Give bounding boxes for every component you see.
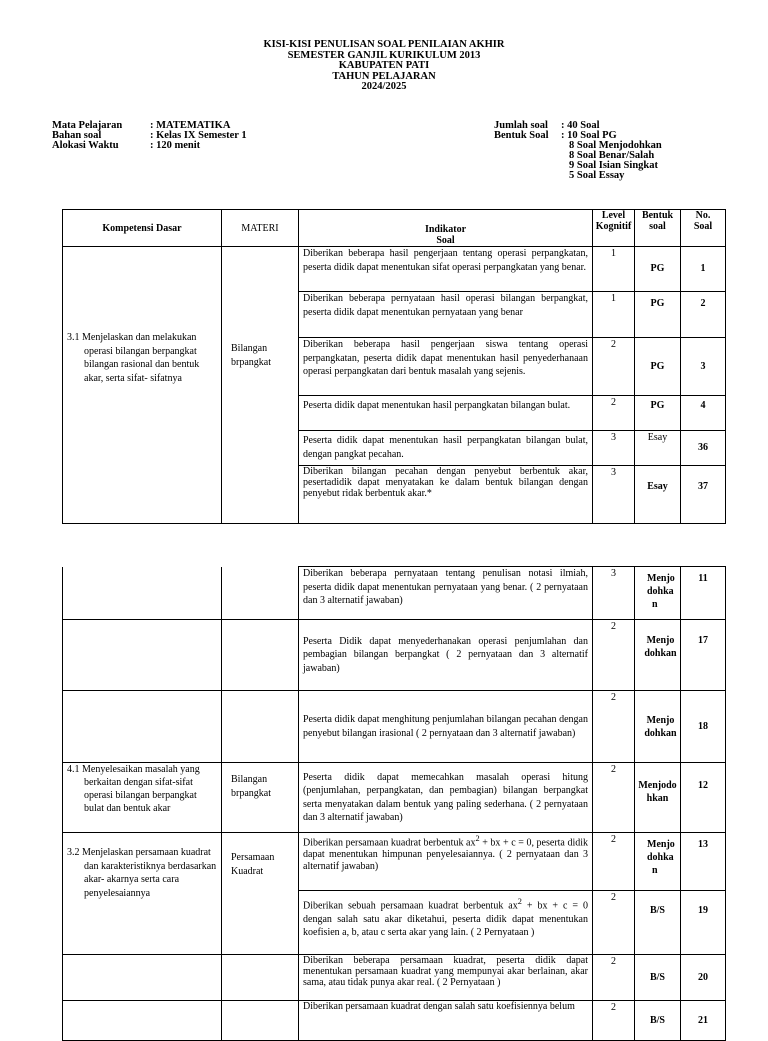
bentuk-cell: Esay	[635, 466, 681, 524]
title-line-2: SEMESTER GANJIL KURIKULUM 2013	[287, 49, 481, 61]
header-materi: MATERI	[222, 210, 299, 247]
kd-cell	[63, 833, 222, 955]
indikator-cell: Diberikan beberapa hasil pengerjaan tentang operasi perpangkatan, peserta didik dapat menentukan sifat operasi perpangkatan yang benar.	[299, 247, 593, 292]
header-no	[681, 210, 726, 247]
indikator-cell	[299, 891, 593, 955]
indikator-cell: Peserta didik dapat menentukan hasil perpangkatan bilangan bulat, dengan pangkat pecahan.	[299, 431, 593, 466]
form-item-5: 5 Soal Essay	[569, 170, 625, 181]
form-item-4: 9 Soal Isian Singkat	[569, 160, 658, 171]
kd-cell-empty	[63, 691, 222, 763]
table-row	[63, 691, 726, 763]
indikator-superscript: 2	[475, 834, 480, 843]
level-cell: 3	[593, 431, 635, 466]
header-indikator-2: Soal	[436, 235, 455, 246]
materi-cell	[222, 763, 299, 833]
header-indikator	[299, 210, 593, 247]
materi-cell-empty	[222, 567, 299, 620]
level-cell: 2	[593, 955, 635, 1001]
kd-cell-empty	[63, 620, 222, 691]
bentuk-cell: PG	[635, 338, 681, 396]
time-label: Alokasi Waktu	[52, 140, 119, 151]
materi-text: Bilangan brpangkat	[231, 774, 271, 799]
level-cell: 3	[593, 466, 635, 524]
no-cell: 13	[681, 833, 726, 891]
indikator-text-b: + bx + c = 0, peserta didik dapat menentukan himpunan penyelesaiannya. ( 2 pernyataan dan 3 alternatif jawaban)	[303, 837, 588, 873]
grid-table-1	[62, 209, 726, 524]
header-bentuk-1: Bentuk	[641, 210, 674, 221]
subject-value: : MATEMATIKA	[150, 120, 231, 131]
title-line-4: TAHUN PELAJARAN	[332, 70, 436, 82]
level-cell: 1	[593, 292, 635, 338]
time-value: : 120 menit	[150, 140, 201, 151]
kd-cell-empty	[63, 1001, 222, 1041]
indikator-cell: Diberikan beberapa hasil pengerjaan siswa tentang operasi perpangkatan, peserta didik dapat menentukan hasil penyederhanaan operasi perpangkatan dari bentuk masalah yang sejenis.	[299, 338, 593, 396]
materi-cell-empty	[222, 1001, 299, 1041]
bentuk-cell: PG	[635, 292, 681, 338]
table-header-row	[63, 210, 726, 247]
materi-text: Bilangan brpangkat	[231, 343, 271, 368]
indikator-cell: Peserta Didik dapat menyederhanakan operasi penjumlahan dan pembagian bilangan berpangkat ( 2 pernyataan dan 3 alternatif jawaban)	[299, 620, 593, 691]
header-no-1: No.	[695, 210, 711, 221]
bentuk-cell: B/S	[635, 891, 681, 955]
indikator-cell: Peserta didik dapat menentukan hasil perpangkatan bilangan bulat.	[299, 396, 593, 431]
level-cell: 2	[593, 691, 635, 763]
indikator-text-a: Diberikan persamaan kuadrat berbentuk ax	[303, 837, 476, 849]
no-cell: 2	[681, 292, 726, 338]
form-item-2: 8 Soal Menjodohkan	[569, 140, 662, 151]
header-no-2: Soal	[693, 221, 713, 232]
bentuk-cell: B/S	[635, 955, 681, 1001]
document-title	[0, 40, 768, 93]
table-row	[63, 763, 726, 833]
title-line-3: KABUPATEN PATI	[338, 60, 430, 71]
table-row	[63, 247, 726, 292]
level-cell: 1	[593, 247, 635, 292]
indikator-superscript: 2	[517, 897, 522, 906]
kd-text: 4.1 Menyelesaikan masalah yang berkaitan dengan sifat-sifat operasi bilangan berpangkat bulat dan bentuk akar	[67, 764, 200, 814]
level-cell: 2	[593, 833, 635, 891]
no-cell: 1	[681, 247, 726, 292]
indikator-text-b: + bx + c = 0 dengan salah satu akar diketahui, peserta didik dapat menentukan koefisien a, b, atau c serta akar yang lain. ( 2 Pernyataan )	[303, 900, 589, 939]
materi-cell-empty	[222, 955, 299, 1001]
kd-cell	[63, 247, 222, 524]
indikator-cell: Diberikan beberapa pernyataan tentang penulisan notasi ilmiah, peserta didik dapat menentukan pernyataan yang benar. ( 2 pernyataan dan 3 alternatif jawaban)	[299, 567, 593, 620]
no-cell: 21	[681, 1001, 726, 1041]
table-row	[63, 833, 726, 891]
materi-cell	[222, 247, 299, 524]
count-value: : 40 Soal	[561, 120, 600, 131]
bentuk-cell: Menjo dohkan	[635, 620, 681, 691]
bentuk-cell: Menjo dohka n	[635, 567, 681, 620]
bentuk-cell: Menjodo hkan	[635, 763, 681, 833]
level-cell: 2	[593, 763, 635, 833]
no-cell: 12	[681, 763, 726, 833]
table-row	[63, 620, 726, 691]
kd-cell-empty	[63, 955, 222, 1001]
title-line-5: 2024/2025	[361, 81, 407, 92]
table-row	[63, 567, 726, 620]
level-cell: 2	[593, 891, 635, 955]
level-cell: 2	[593, 396, 635, 431]
material-label: Bahan soal	[52, 130, 102, 141]
table-row	[63, 1001, 726, 1041]
bentuk-cell: Menjo dohkan	[635, 691, 681, 763]
bentuk-cell: PG	[635, 396, 681, 431]
level-cell: 2	[593, 620, 635, 691]
bentuk-cell: Esay	[635, 431, 681, 466]
materi-cell-empty	[222, 620, 299, 691]
no-cell: 18	[681, 691, 726, 763]
no-cell: 20	[681, 955, 726, 1001]
info-left	[52, 121, 247, 151]
materi-cell-empty	[222, 691, 299, 763]
form-item-3: 8 Soal Benar/Salah	[569, 150, 655, 161]
bentuk-cell: PG	[635, 247, 681, 292]
indikator-cell: Peserta didik dapat memecahkan masalah operasi hitung (penjumlahan, perpangkatan, dan pembagian) bilangan berpangkat serta menyatakan dalam bentuk yang paling sederhana. ( 2 pernyataan dan 3 alternatif jawaban)	[299, 763, 593, 833]
no-cell: 4	[681, 396, 726, 431]
indikator-cell	[299, 833, 593, 891]
no-cell: 17	[681, 620, 726, 691]
kd-text: 3.1 Menjelaskan dan melakukan operasi bilangan berpangkat bilangan rasional dan bentuk akar, serta sifat- sifatnya	[67, 332, 200, 384]
header-level	[593, 210, 635, 247]
indikator-cell: Peserta didik dapat menghitung penjumlahan bilangan pecahan dengan penyebut bilangan irasional ( 2 pernyataan dan 3 alternatif jawaban)	[299, 691, 593, 763]
no-cell: 37	[681, 466, 726, 524]
kd-cell-empty	[63, 567, 222, 620]
grid-table-2	[62, 566, 726, 1041]
header-bentuk	[635, 210, 681, 247]
no-cell: 36	[681, 431, 726, 466]
subject-label: Mata Pelajaran	[52, 120, 123, 131]
header-bentuk-2: soal	[649, 221, 666, 232]
table-row	[63, 955, 726, 1001]
form-value: : 10 Soal PG	[561, 130, 617, 141]
title-line-1: KISI-KISI PENULISAN SOAL PENILAIAN AKHIR	[263, 39, 505, 50]
header-level-2: Kognitif	[595, 221, 632, 232]
level-cell: 2	[593, 338, 635, 396]
form-label: Bentuk Soal	[494, 130, 549, 141]
bentuk-cell: B/S	[635, 1001, 681, 1041]
materi-text: Persamaan Kuadrat	[231, 852, 275, 877]
no-cell: 3	[681, 338, 726, 396]
info-right	[494, 121, 662, 181]
header-indikator-1: Indikator	[424, 224, 467, 235]
header-level-1: Level	[601, 210, 626, 221]
material-value: : Kelas IX Semester 1	[150, 130, 247, 141]
header-kd: Kompetensi Dasar	[63, 210, 222, 247]
indikator-cell: Diberikan beberapa pernyataan hasil operasi bilangan berpangkat, peserta didik dapat menentukan pernyataan yang benar	[299, 292, 593, 338]
level-cell: 3	[593, 567, 635, 620]
no-cell: 11	[681, 567, 726, 620]
no-cell: 19	[681, 891, 726, 955]
indikator-cell: Diberikan persamaan kuadrat dengan salah satu koefisiennya belum	[299, 1001, 593, 1041]
indikator-text-a: Diberikan sebuah persamaan kuadrat berbentuk ax	[303, 900, 518, 912]
kd-text: 3.2 Menjelaskan persamaan kuadrat dan karakteristiknya berdasarkan akar- akarnya serta cara penyelesaiannya	[67, 847, 217, 899]
materi-cell	[222, 833, 299, 955]
count-label: Jumlah soal	[494, 120, 548, 131]
bentuk-cell: Menjo dohka n	[635, 833, 681, 891]
indikator-cell: Diberikan beberapa persamaan kuadrat, peserta didik dapat menentukan persamaan kuadrat yang mempunyai akar berlainan, akar sama, atau tidak punya akar real. ( 2 Pernyataan )	[299, 955, 593, 1001]
level-cell: 2	[593, 1001, 635, 1041]
indikator-cell: Diberikan bilangan pecahan dengan penyebut berbentuk akar, pesertadidik dapat menyatakan ke dalam bentuk bilangan dengan penyebut ridak berbentuk akar.*	[299, 466, 593, 524]
kd-cell	[63, 763, 222, 833]
